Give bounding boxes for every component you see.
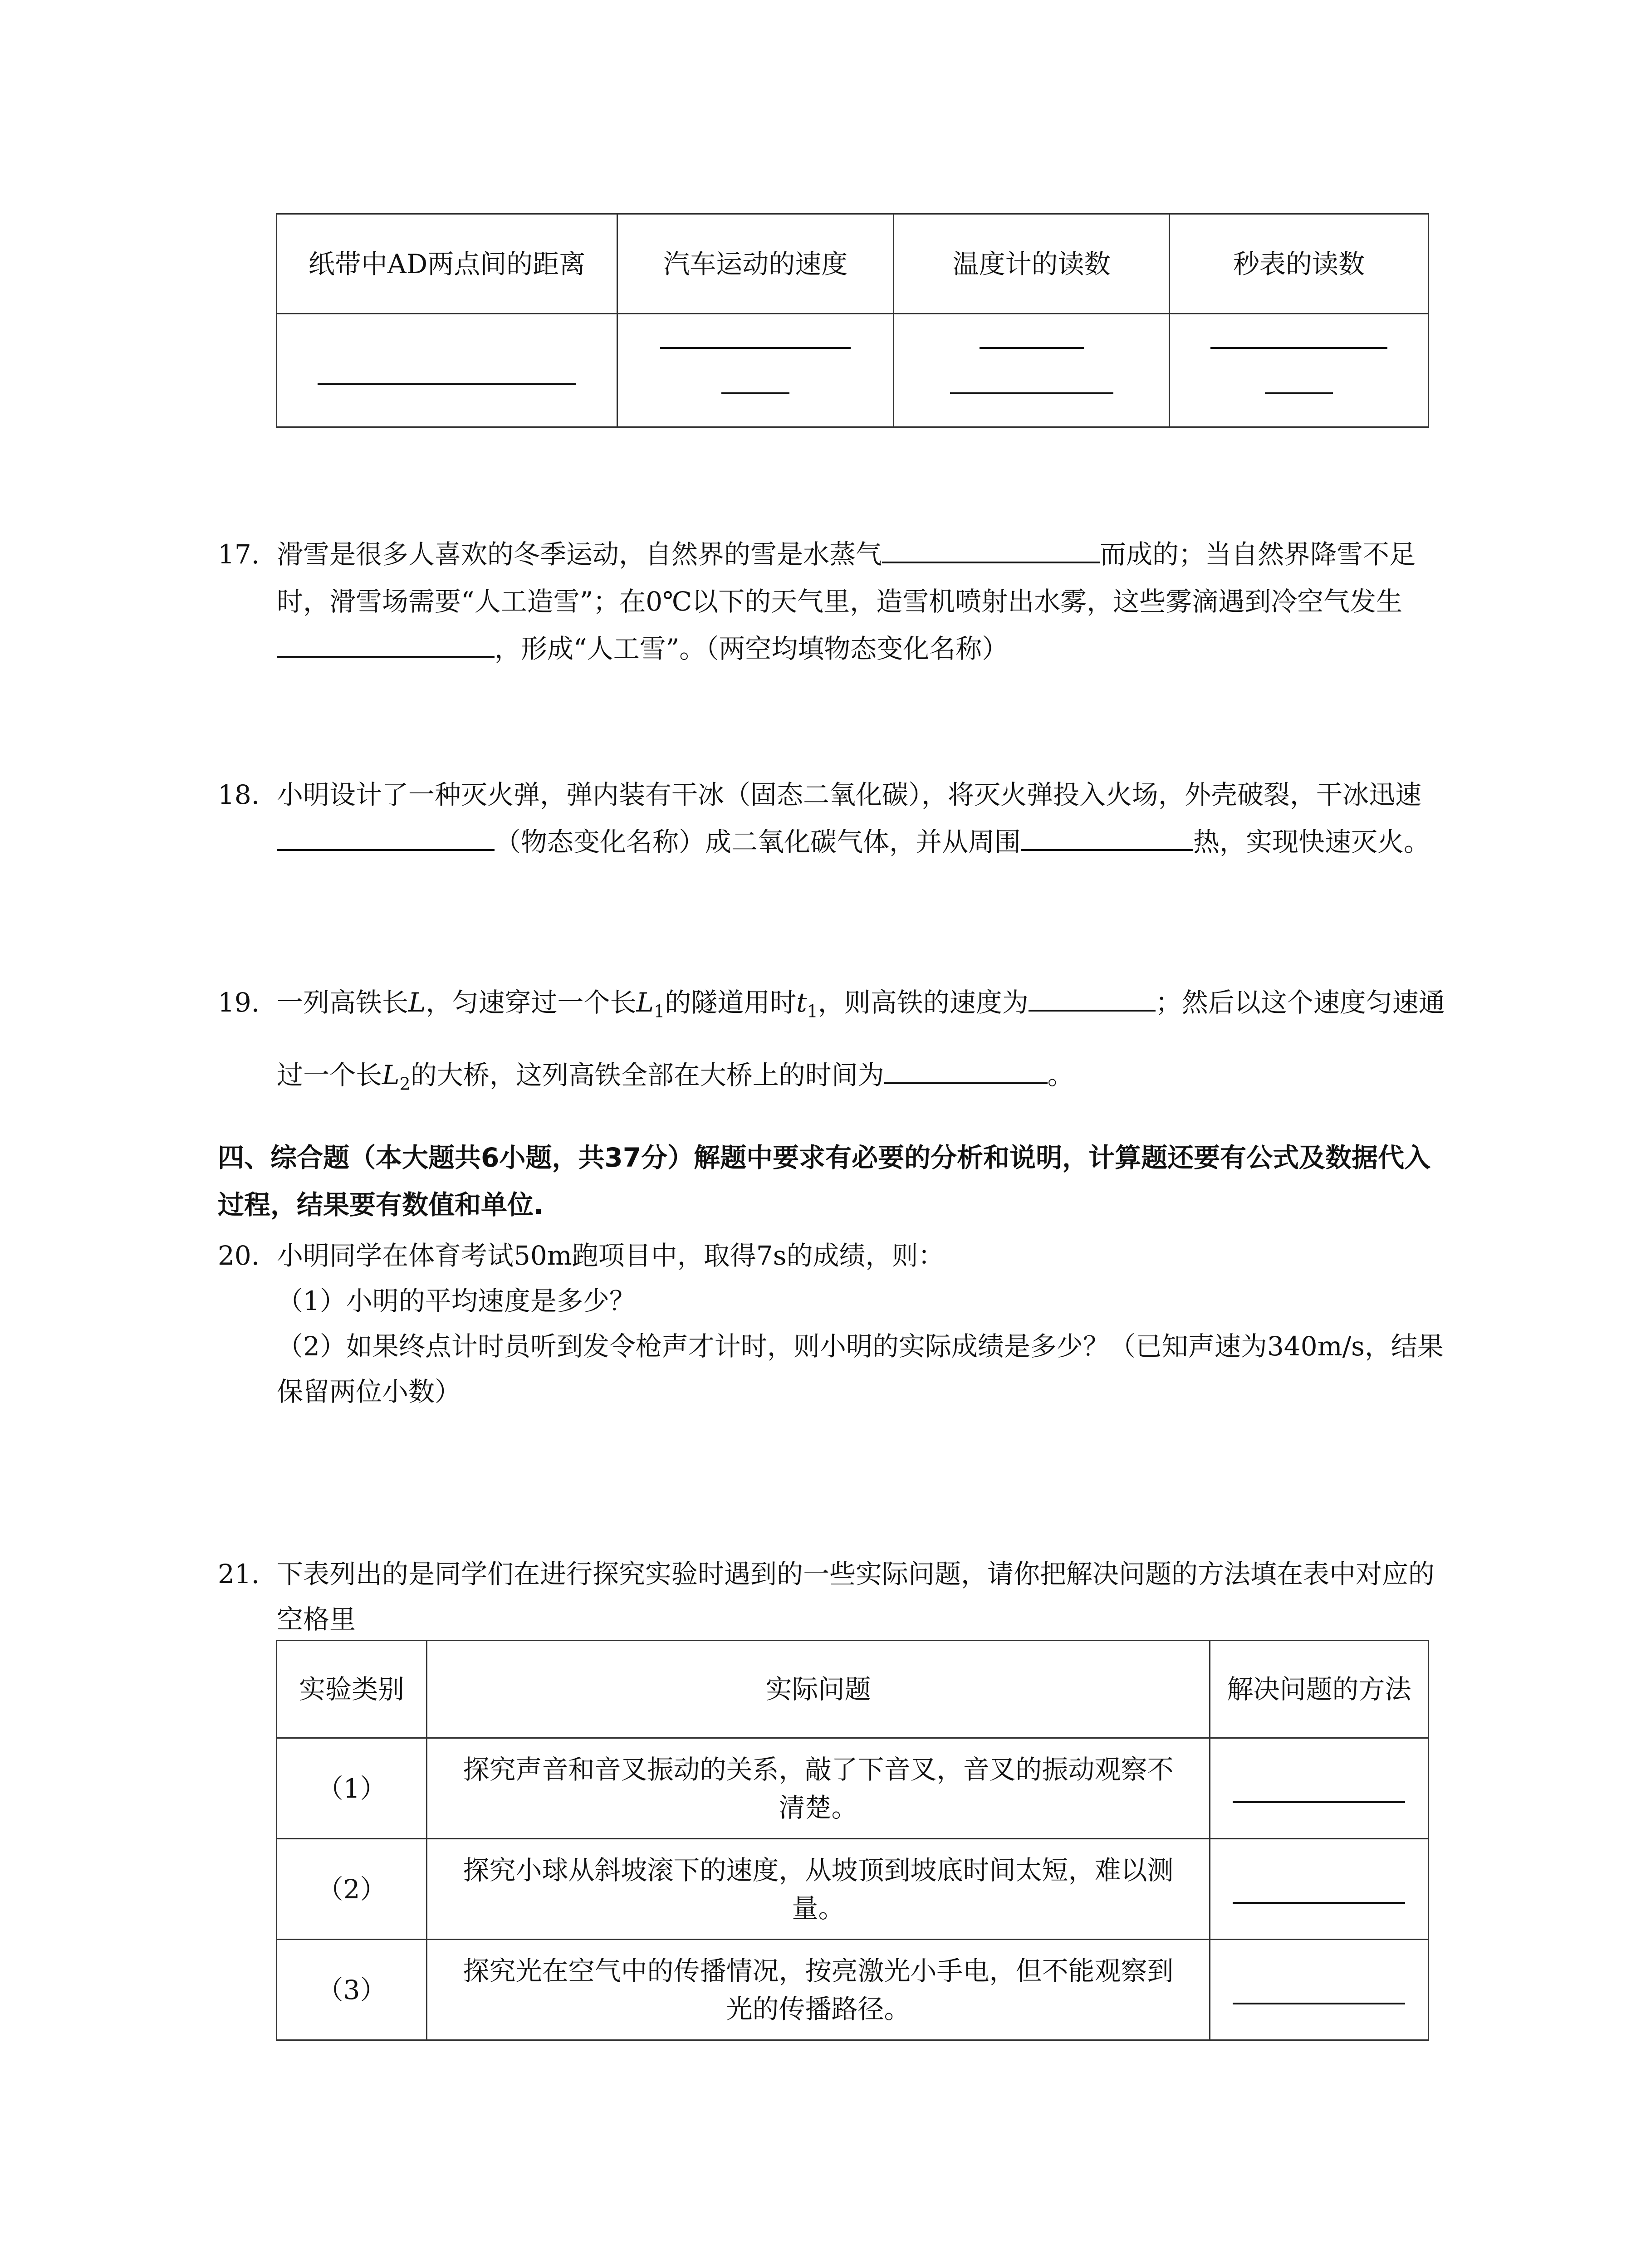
row-solution[interactable]	[1210, 1940, 1428, 2040]
question-text: 热，实现快速灭火。	[1193, 826, 1430, 857]
answer-car-speed[interactable]	[617, 314, 894, 427]
question-text: 小明同学在体育考试50m跑项目中，取得7s的成绩，则：	[277, 1240, 945, 1271]
header-stopwatch: 秒表的读数	[1169, 214, 1428, 314]
answer-blank[interactable]	[277, 630, 495, 658]
header-ad-distance: 纸带中AD两点间的距离	[277, 214, 617, 314]
row-problem: 探究光在空气中的传播情况，按亮激光小手电，但不能观察到光的传播路径。	[427, 1940, 1210, 2040]
question-text: 的隧道用时	[665, 987, 797, 1018]
question-20	[218, 1233, 1452, 1414]
answer-ad-distance[interactable]	[277, 314, 617, 427]
subscript: 2	[399, 1074, 411, 1094]
question-number: 18.	[218, 779, 260, 810]
row-solution[interactable]	[1210, 1839, 1428, 1940]
question-text: 而成的；当自然界降雪不足时，滑雪场需要“人工造雪”；在0℃以下的天气里，造雪机喷射出水雾，这些雾滴遇到冷空气发生	[277, 539, 1416, 617]
answer-blank[interactable]	[277, 823, 495, 851]
table-row	[277, 1738, 1429, 1839]
question-number: 21.	[218, 1559, 260, 1589]
header-category: 实验类别	[277, 1641, 427, 1738]
table-row	[277, 1940, 1429, 2040]
answer-blank[interactable]	[882, 535, 1100, 563]
question-text: ，则高铁的速度为	[818, 987, 1029, 1018]
question-text: ，形成“人工雪”。（两空均填物态变化名称）	[495, 633, 1009, 664]
answer-blank[interactable]	[1021, 823, 1193, 851]
sub-question-1: （1）小明的平均速度是多少？	[277, 1286, 636, 1316]
question-text: 滑雪是很多人喜欢的冬季运动，自然界的雪是水蒸气	[277, 539, 882, 570]
header-solution: 解决问题的方法	[1210, 1641, 1428, 1738]
question-21	[218, 1551, 1452, 1642]
header-problem: 实际问题	[427, 1641, 1210, 1738]
row-id: （1）	[277, 1738, 427, 1839]
header-thermometer: 温度计的读数	[894, 214, 1170, 314]
answer-blank[interactable]	[884, 1056, 1048, 1084]
question-18	[218, 771, 1452, 865]
question-text: 的大桥，这列高铁全部在大桥上的时间为	[410, 1059, 884, 1090]
question-text: ，匀速穿过一个长	[426, 987, 637, 1018]
question-number: 19.	[218, 987, 260, 1018]
question-text: 。	[1047, 1059, 1074, 1090]
row-id: （3）	[277, 1940, 427, 2040]
var-l: L	[408, 987, 426, 1018]
var-l2: L	[382, 1059, 400, 1090]
section-heading: 四、综合题（本大题共6小题，共37分）解题中要求有必要的分析和说明，计算题还要有公式及数据代入过程，结果要有数值和单位.	[218, 1142, 1431, 1220]
question-17	[218, 531, 1452, 672]
question-text: （物态变化名称）成二氧化碳气体，并从周围	[495, 826, 1021, 857]
answer-stopwatch[interactable]	[1169, 314, 1428, 427]
question-number: 20.	[218, 1240, 260, 1271]
measurement-table	[276, 213, 1429, 428]
var-t1: t	[796, 987, 807, 1018]
question-text: 小明设计了一种灭火弹，弹内装有干冰（固态二氧化碳），将灭火弹投入火场，外壳破裂，干冰迅速	[277, 779, 1422, 810]
row-id: （2）	[277, 1839, 427, 1940]
subscript: 1	[807, 1001, 818, 1022]
subscript: 1	[654, 1001, 665, 1022]
experiment-table	[276, 1640, 1429, 2041]
question-text: 一列高铁长	[277, 987, 409, 1018]
answer-thermometer[interactable]	[894, 314, 1170, 427]
header-car-speed: 汽车运动的速度	[617, 214, 894, 314]
row-problem: 探究声音和音叉振动的关系，敲了下音叉，音叉的振动观察不清楚。	[427, 1738, 1210, 1839]
answer-blank[interactable]	[1029, 983, 1156, 1012]
var-l1: L	[636, 987, 654, 1018]
row-problem: 探究小球从斜坡滚下的速度，从坡顶到坡底时间太短，难以测量。	[427, 1839, 1210, 1940]
sub-question-2: （2）如果终点计时员听到发令枪声才计时，则小明的实际成绩是多少？（已知声速为340m/s，结果保留两位小数）	[277, 1331, 1444, 1407]
table-row	[277, 1839, 1429, 1940]
question-text: 下表列出的是同学们在进行探究实验时遇到的一些实际问题，请你把解决问题的方法填在表中对应的空格里	[277, 1559, 1435, 1635]
question-19	[218, 971, 1452, 1115]
question-text: ；然后以这个速度匀速通过一个长	[277, 987, 1445, 1090]
row-solution[interactable]	[1210, 1738, 1428, 1839]
question-number: 17.	[218, 539, 260, 570]
